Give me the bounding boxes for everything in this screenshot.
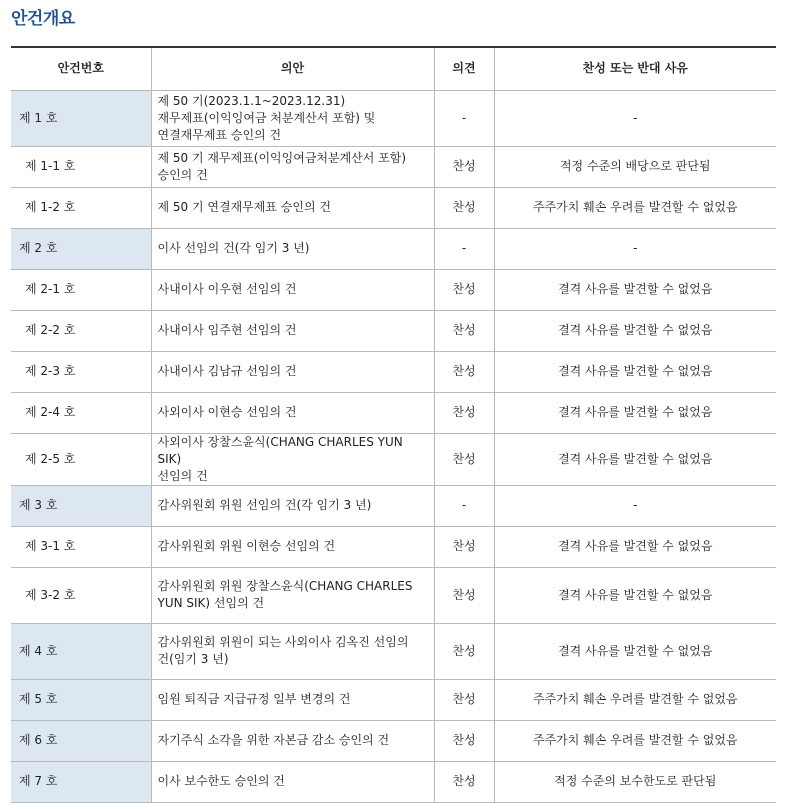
table-row — [11, 679, 776, 720]
reason-cell: 주주가치 훼손 우려를 발견할 수 없었음 — [494, 720, 776, 761]
header-agenda-item: 의안 — [151, 47, 434, 90]
agenda-item-cell: 감사위원회 위원이 되는 사외이사 김옥진 선임의 건(임기 3 년) — [151, 623, 434, 679]
agenda-number-cell: 제 2-2 호 — [11, 310, 151, 351]
table-row — [11, 228, 776, 269]
reason-cell: 적정 수준의 배당으로 판단됨 — [494, 146, 776, 187]
opinion-cell: 찬성 — [434, 392, 494, 433]
opinion-cell: 찬성 — [434, 761, 494, 802]
header-reason: 찬성 또는 반대 사유 — [494, 47, 776, 90]
reason-cell: 결격 사유를 발견할 수 없었음 — [494, 269, 776, 310]
table-row — [11, 526, 776, 567]
opinion-cell: 찬성 — [434, 623, 494, 679]
opinion-cell: - — [434, 228, 494, 269]
agenda-item-cell: 감사위원회 위원 선임의 건(각 임기 3 년) — [151, 485, 434, 526]
agenda-number-cell: 제 2-5 호 — [11, 433, 151, 485]
table-row — [11, 433, 776, 485]
opinion-cell: 찬성 — [434, 679, 494, 720]
opinion-cell: - — [434, 90, 494, 146]
opinion-cell: 찬성 — [434, 310, 494, 351]
agenda-number-cell: 제 1 호 — [11, 90, 151, 146]
agenda-item-cell: 사내이사 이우현 선임의 건 — [151, 269, 434, 310]
agenda-item-cell: 사내이사 임주현 선임의 건 — [151, 310, 434, 351]
agenda-number-cell: 제 2-4 호 — [11, 392, 151, 433]
agenda-number-cell: 제 5 호 — [11, 679, 151, 720]
agenda-item-cell: 사내이사 김남규 선임의 건 — [151, 351, 434, 392]
agenda-item-cell: 이사 선임의 건(각 임기 3 년) — [151, 228, 434, 269]
table-header-row — [11, 47, 776, 90]
reason-cell: 주주가치 훼손 우려를 발견할 수 없었음 — [494, 187, 776, 228]
agenda-item-cell: 제 50 기(2023.1.1~2023.12.31) 재무제표(이익잉여금 처분계산서 포함) 및 연결재무제표 승인의 건 — [151, 90, 434, 146]
opinion-cell: 찬성 — [434, 269, 494, 310]
agenda-item-cell: 감사위원회 위원 장찰스윤식(CHANG CHARLES YUN SIK) 선임의 건 — [151, 567, 434, 623]
reason-cell: - — [494, 485, 776, 526]
agenda-item-cell: 제 50 기 연결재무제표 승인의 건 — [151, 187, 434, 228]
opinion-cell: - — [434, 485, 494, 526]
opinion-cell: 찬성 — [434, 526, 494, 567]
table-row — [11, 90, 776, 146]
table-row — [11, 567, 776, 623]
agenda-item-cell: 사외이사 장찰스윤식(CHANG CHARLES YUN SIK) 선임의 건 — [151, 433, 434, 485]
opinion-cell: 찬성 — [434, 187, 494, 228]
agenda-item-cell: 자기주식 소각을 위한 자본금 감소 승인의 건 — [151, 720, 434, 761]
agenda-table — [11, 46, 776, 803]
reason-cell: 결격 사유를 발견할 수 없었음 — [494, 623, 776, 679]
table-row — [11, 761, 776, 802]
header-agenda-number: 안건번호 — [11, 47, 151, 90]
table-row — [11, 146, 776, 187]
reason-cell: 적정 수준의 보수한도로 판단됨 — [494, 761, 776, 802]
reason-cell: 주주가치 훼손 우려를 발견할 수 없었음 — [494, 679, 776, 720]
opinion-cell: 찬성 — [434, 351, 494, 392]
agenda-item-cell: 감사위원회 위원 이현승 선임의 건 — [151, 526, 434, 567]
table-row — [11, 269, 776, 310]
agenda-number-cell: 제 1-1 호 — [11, 146, 151, 187]
table-row — [11, 187, 776, 228]
reason-cell: 결격 사유를 발견할 수 없었음 — [494, 310, 776, 351]
agenda-number-cell: 제 3 호 — [11, 485, 151, 526]
table-row — [11, 485, 776, 526]
table-row — [11, 392, 776, 433]
reason-cell: 결격 사유를 발견할 수 없었음 — [494, 433, 776, 485]
opinion-cell: 찬성 — [434, 146, 494, 187]
reason-cell: 결격 사유를 발견할 수 없었음 — [494, 351, 776, 392]
agenda-number-cell: 제 2 호 — [11, 228, 151, 269]
agenda-item-cell: 임원 퇴직금 지급규정 일부 변경의 건 — [151, 679, 434, 720]
agenda-number-cell: 제 4 호 — [11, 623, 151, 679]
reason-cell: - — [494, 228, 776, 269]
agenda-number-cell: 제 2-1 호 — [11, 269, 151, 310]
agenda-number-cell: 제 1-2 호 — [11, 187, 151, 228]
reason-cell: 결격 사유를 발견할 수 없었음 — [494, 392, 776, 433]
page-title: 안건개요 — [11, 9, 75, 29]
agenda-table-body — [11, 90, 776, 802]
table-row — [11, 623, 776, 679]
table-row — [11, 310, 776, 351]
agenda-item-cell: 이사 보수한도 승인의 건 — [151, 761, 434, 802]
agenda-number-cell: 제 3-1 호 — [11, 526, 151, 567]
agenda-number-cell: 제 6 호 — [11, 720, 151, 761]
header-opinion: 의견 — [434, 47, 494, 90]
opinion-cell: 찬성 — [434, 720, 494, 761]
agenda-number-cell: 제 2-3 호 — [11, 351, 151, 392]
table-row — [11, 720, 776, 761]
reason-cell: 결격 사유를 발견할 수 없었음 — [494, 526, 776, 567]
opinion-cell: 찬성 — [434, 567, 494, 623]
opinion-cell: 찬성 — [434, 433, 494, 485]
reason-cell: 결격 사유를 발견할 수 없었음 — [494, 567, 776, 623]
reason-cell: - — [494, 90, 776, 146]
agenda-item-cell: 사외이사 이현승 선임의 건 — [151, 392, 434, 433]
agenda-number-cell: 제 3-2 호 — [11, 567, 151, 623]
table-row — [11, 351, 776, 392]
agenda-item-cell: 제 50 기 재무제표(이익잉여금처분계산서 포함) 승인의 건 — [151, 146, 434, 187]
agenda-number-cell: 제 7 호 — [11, 761, 151, 802]
